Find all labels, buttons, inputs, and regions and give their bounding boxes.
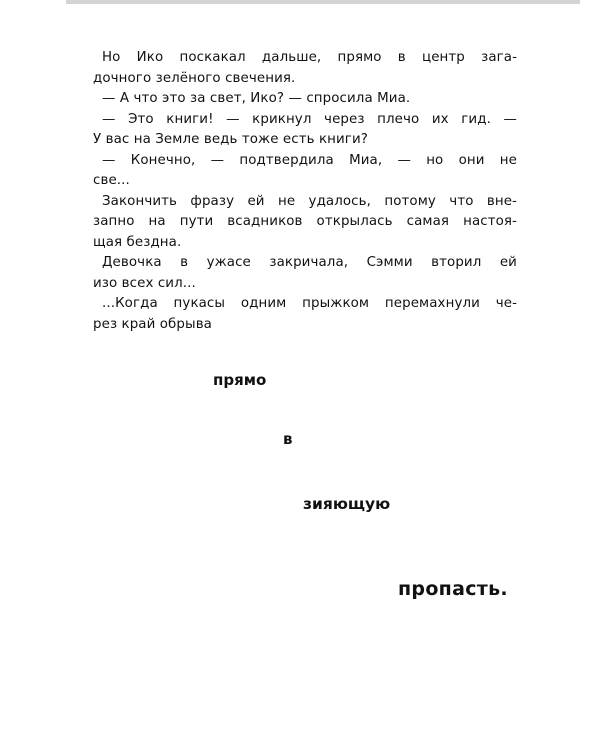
text-line: — А что это за свет, Ико? — спросила Миа. xyxy=(102,91,411,106)
text-line: У вас на Земле ведь тоже есть книги? xyxy=(93,132,368,147)
staircase-word-propast: пропасть. xyxy=(398,578,508,600)
text-line: рез край обрыва xyxy=(93,316,212,332)
text-line: све... xyxy=(93,173,130,188)
text-line: ...Когда пукасы одним прыжком перемахнули че- xyxy=(102,296,517,311)
text-line: — Это книги! — крикнул через плечо их гид. — xyxy=(102,111,517,127)
text-line: Девочка в ужасе закричала, Сэмми вторил ей xyxy=(102,255,517,270)
text-line: запно на пути всадников открылась самая настоя- xyxy=(93,214,517,229)
text-line: щая бездна. xyxy=(93,234,182,250)
text-line: — Конечно, — подтвердила Миа, — но они не xyxy=(102,152,517,168)
text-line: изо всех сил... xyxy=(93,275,196,291)
staircase-word-ziyayushchuyu: зияющую xyxy=(303,495,391,513)
staircase-word-pryamo: прямо xyxy=(213,371,267,389)
text-line: Но Ико поскакал дальше, прямо в центр зага- xyxy=(102,50,517,65)
text-line: Закончить фразу ей не удалось, потому что вне- xyxy=(102,193,517,209)
top-divider xyxy=(66,0,580,4)
text-line: дочного зелёного свечения. xyxy=(93,70,296,86)
staircase-word-v: в xyxy=(283,430,293,448)
story-text xyxy=(93,48,517,335)
